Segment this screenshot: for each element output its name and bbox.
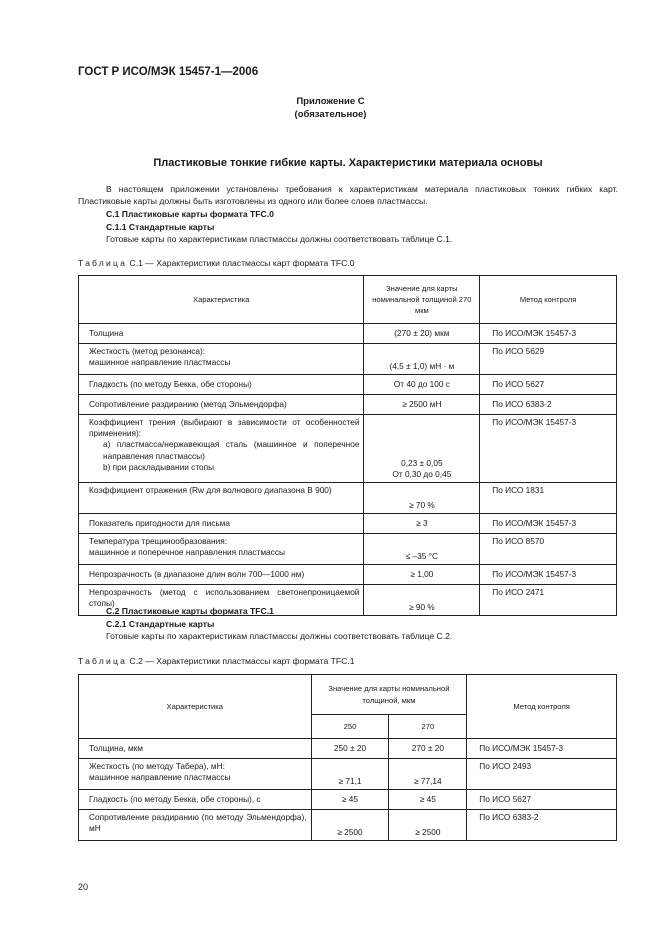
c2-subheading: С.2.1 Стандартные карты (106, 619, 215, 629)
row-characteristic: Коэффициент отражения (Rw для волнового диапазона B 900) (89, 485, 332, 495)
table-row (79, 739, 617, 759)
table-row (79, 790, 617, 810)
row-characteristic: Жесткость (метод резонанса): (89, 346, 206, 356)
table1-header-row (79, 276, 617, 324)
row-characteristic: Гладкость (по методу Бекка, обе стороны) (89, 378, 252, 389)
table-c1 (78, 275, 617, 616)
table2-header-value: Значение для карты номинальной толщиной, мкм (311, 675, 467, 715)
row-method: По ИСО/МЭК 15457-3 (480, 514, 617, 534)
row-value: ≥ 70 % (364, 483, 480, 514)
row-value-a: 0,23 ± 0,05 (401, 457, 443, 468)
row-characteristic: Толщина (89, 327, 124, 338)
c1-text: Готовые карты по характеристикам пластмассы должны соответствовать таблице С.1. (106, 234, 453, 244)
table-row (79, 483, 617, 514)
intro-paragraph: В настоящем приложении установлены требования к характеристикам материала пластиковых тонких гибких карт. Пластиковые карты должны быть изготовлены из одного или более слоев пластмассы. (78, 184, 618, 206)
row-method: По ИСО/МЭК 15457-3 (467, 739, 617, 759)
row-value: (270 ± 20) мкм (364, 324, 480, 344)
row-method: По ИСО 1831 (480, 483, 617, 514)
row-method: По ИСО 2493 (467, 759, 617, 790)
row-method: По ИСО/МЭК 15457-3 (480, 565, 617, 585)
table-row (79, 395, 617, 415)
table-row (79, 534, 617, 565)
row-value-b: От 0,30 до 0,45 (392, 468, 452, 479)
row-value-250: ≥ 2500 (311, 810, 389, 841)
table2-caption-word: Таблица (78, 656, 128, 666)
table-row (79, 415, 617, 483)
table-c2 (78, 674, 617, 841)
annex-title: Приложение C (296, 96, 365, 107)
table-row (79, 810, 617, 841)
row-method: По ИСО/МЭК 15457-3 (480, 415, 617, 483)
table-row (79, 324, 617, 344)
table1-caption-word: Таблица (78, 258, 128, 268)
row-value: ≥ 2500 мН (364, 395, 480, 415)
c1-subheading: С.1.1 Стандартные карты (106, 222, 215, 232)
row-value: ≥ 1,00 (364, 565, 480, 585)
section-title: Пластиковые тонкие гибкие карты. Характеристики материала основы (153, 157, 543, 169)
row-value-270: ≥ 77,14 (389, 759, 467, 790)
row-characteristic-detail: машинное и поперечное направления пластмассы (89, 547, 285, 558)
row-value-270: ≥ 45 (389, 790, 467, 810)
row-method: По ИСО 6383-2 (467, 810, 617, 841)
page-number: 20 (78, 882, 89, 892)
document-header: ГОСТ Р ИСО/МЭК 15457-1—2006 (78, 66, 259, 78)
row-value-250: ≥ 71,1 (311, 759, 389, 790)
row-characteristic: Гладкость (по методу Бекка, обе стороны), с (89, 793, 261, 804)
c1-heading: С.1 Пластиковые карты формата TFC.0 (106, 209, 274, 219)
table1-header-value: Значение для карты номинальной толщиной 270 мкм (364, 276, 480, 324)
row-method: По ИСО 5629 (480, 344, 617, 375)
row-value-250: 250 ± 20 (311, 739, 389, 759)
table-row (79, 759, 617, 790)
row-characteristic: Коэффициент трения (выбирают в зависимости от особенностей применения): (89, 417, 360, 439)
row-value: ≤ –35 °С (364, 534, 480, 565)
row-characteristic-detail: машинное направление пластмассы (89, 357, 231, 368)
table2-header-method: Метод контроля (467, 675, 617, 739)
row-value-270: ≥ 2500 (389, 810, 467, 841)
table2-subheader-270: 270 (389, 715, 467, 739)
row-value: ≥ 3 (364, 514, 480, 534)
row-method: По ИСО 2471 (480, 585, 617, 616)
row-characteristic: Непрозрачность (в диапазоне длин волн 700—1000 нм) (89, 568, 305, 579)
row-value: От 40 до 100 с (364, 375, 480, 395)
row-value: ≥ 90 % (364, 585, 480, 616)
table2-header-characteristic: Характеристика (79, 675, 312, 739)
table1-caption (78, 258, 355, 268)
row-characteristic: Сопротивление раздиранию (по методу Эльмендорфа), мН (89, 812, 307, 834)
row-value-250: ≥ 45 (311, 790, 389, 810)
table2-header-row (79, 675, 617, 715)
table-row (79, 565, 617, 585)
table2-subheader-250: 250 (311, 715, 389, 739)
table-row (79, 514, 617, 534)
table2-caption-text: С.2 — Характеристики пластмассы карт формата TFC.1 (127, 656, 355, 666)
table-row (79, 344, 617, 375)
row-value-270: 270 ± 20 (389, 739, 467, 759)
row-method: По ИСО 5627 (467, 790, 617, 810)
table2-caption (78, 656, 355, 666)
annex-status: (обязательное) (294, 109, 367, 120)
row-method: По ИСО 6383-2 (480, 395, 617, 415)
row-characteristic: Сопротивление раздиранию (метод Эльмендорфа) (89, 398, 287, 409)
row-characteristic: Температура трещинообразования: (89, 536, 228, 546)
row-value: (4,5 ± 1,0) мН · м (364, 344, 480, 375)
table1-caption-text: С.1 — Характеристики пластмассы карт формата TFC.0 (127, 258, 355, 268)
row-characteristic: Жесткость (по методу Табера), мН: (89, 761, 225, 771)
table1-header-characteristic: Характеристика (79, 276, 364, 324)
row-method: По ИСО 8570 (480, 534, 617, 565)
row-characteristic-item-b: b) при раскладывании стопы (103, 461, 215, 472)
c2-text: Готовые карты по характеристикам пластмассы должны соответствовать таблице С.2. (106, 631, 453, 641)
row-method: По ИСО/МЭК 15457-3 (480, 324, 617, 344)
row-method: По ИСО 5627 (480, 375, 617, 395)
row-characteristic-detail: машинное направление пластмассы (89, 772, 231, 783)
c2-heading: С.2 Пластиковые карты формата TFC.1 (106, 606, 274, 616)
row-characteristic: Показатель пригодности для письма (89, 517, 231, 528)
table-row (79, 375, 617, 395)
table1-header-method: Метод контроля (480, 276, 617, 324)
row-characteristic: Толщина, мкм (89, 742, 143, 753)
row-characteristic-item-a: a) пластмасса/нержавеющая сталь (машинное и поперечное направления пластмассы) (103, 439, 360, 461)
row-characteristic: Непрозрачность (метод с использованием светонепроницаемой стопы) (89, 587, 360, 609)
